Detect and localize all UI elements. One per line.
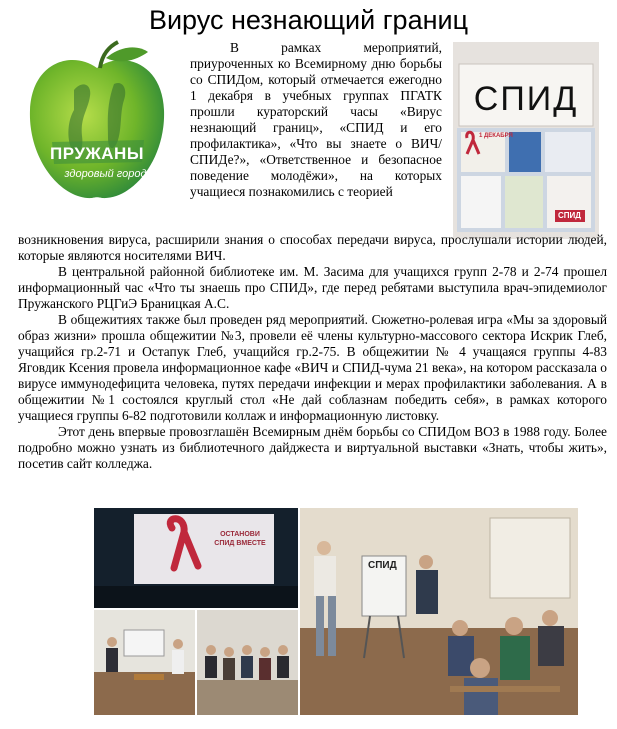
- poster-badge: СПИД: [558, 211, 581, 220]
- projector-screen-photo: [94, 508, 298, 608]
- pruzhany-logo: [22, 40, 172, 205]
- audience-photo: [197, 610, 298, 715]
- roleplay-game-photo: [300, 508, 578, 715]
- poster-backdrop: [453, 42, 599, 239]
- aids-poster-photo: [453, 42, 599, 239]
- paragraph-4: Этот день впервые провозглашён Всемирным днём борьбы со СПИДом ВОЗ в 1988 году. Более подробно можно узнать из библиотечного дайджеста и виртуальной выставки «Знать, чтобы жить», посетив сайт колледжа.: [18, 424, 607, 471]
- page-title: Вирус незнающий границ: [148, 5, 469, 35]
- logo-name: ПРУЖАНЫ: [50, 144, 144, 163]
- poster-banner: 1 ДЕКАБРЯ: [479, 133, 513, 139]
- paragraph-3: В общежитиях также был проведен ряд мероприятий. Сюжетно-ролевая игра «Мы за здоровый образ жизни» прошла общежитии №3, провели её члены культурно-массового сектора Искрик Глеб, учащийся гр.2-71 и Остапук Глеб, учащийся гр.2-75. В общежитии № 4 учащаяся группы 4-83 Яговдик Ксения провела информационное кафе «ВИЧ и СПИД-чума 21 века», на котором рассказала о вирусе иммунодефицита человека, путях передачи инфекции и мерах профилактики заболевания. А в общежитии №1 состоялся круглый стол «Не дай соблазнам победить себя», в рамках которого учащиеся группы 6-82 подготовили коллаж и информационную листовку.: [18, 312, 607, 423]
- paragraph-1-rest: возникновения вируса, расширили знания о способах передачи вируса, прослушали истории людей, которые являются носителями ВИЧ.: [18, 232, 607, 263]
- classroom-scene: [300, 508, 578, 715]
- sign-caption: СПИД: [368, 560, 397, 571]
- apple-icon: [22, 40, 172, 205]
- screen-caption: ОСТАНОВИ СПИД ВМЕСТЕ: [214, 531, 266, 547]
- library-event-photo: [94, 610, 195, 715]
- paragraph-2: В центральной районной библиотеке им. М. Засима для учащихся групп 2-78 и 2-74 прошел информационный час «Что ты знаешь про СПИД», где перед ребятами выступила врач-эпидемиолог Пружанского РЦГиЭ Браницкая А.С.: [18, 264, 607, 311]
- logo-slogan: здоровый город!: [64, 168, 150, 180]
- paragraph-1-top: В рамках мероприятий, приуроченных ко Всемирному дню борьбы со СПИДом, который отмечается ежегодно 1 декабря в учебных группах ПГАТК прошли кураторский часы «Вирус незнающий границ», «СПИД и его профилактика», «Что вы знаете о ВИЧ/СПИДе?», «Ответственное и безопасное поведение молодёжи», на которых учащиеся познакомились с теорией: [190, 40, 442, 199]
- library-scene: [94, 610, 195, 715]
- poster-title: СПИД: [473, 80, 579, 118]
- article-body: [18, 232, 607, 472]
- audience-scene: [197, 610, 298, 715]
- screen-scene: [94, 508, 298, 608]
- intro-paragraph-top: [190, 40, 442, 200]
